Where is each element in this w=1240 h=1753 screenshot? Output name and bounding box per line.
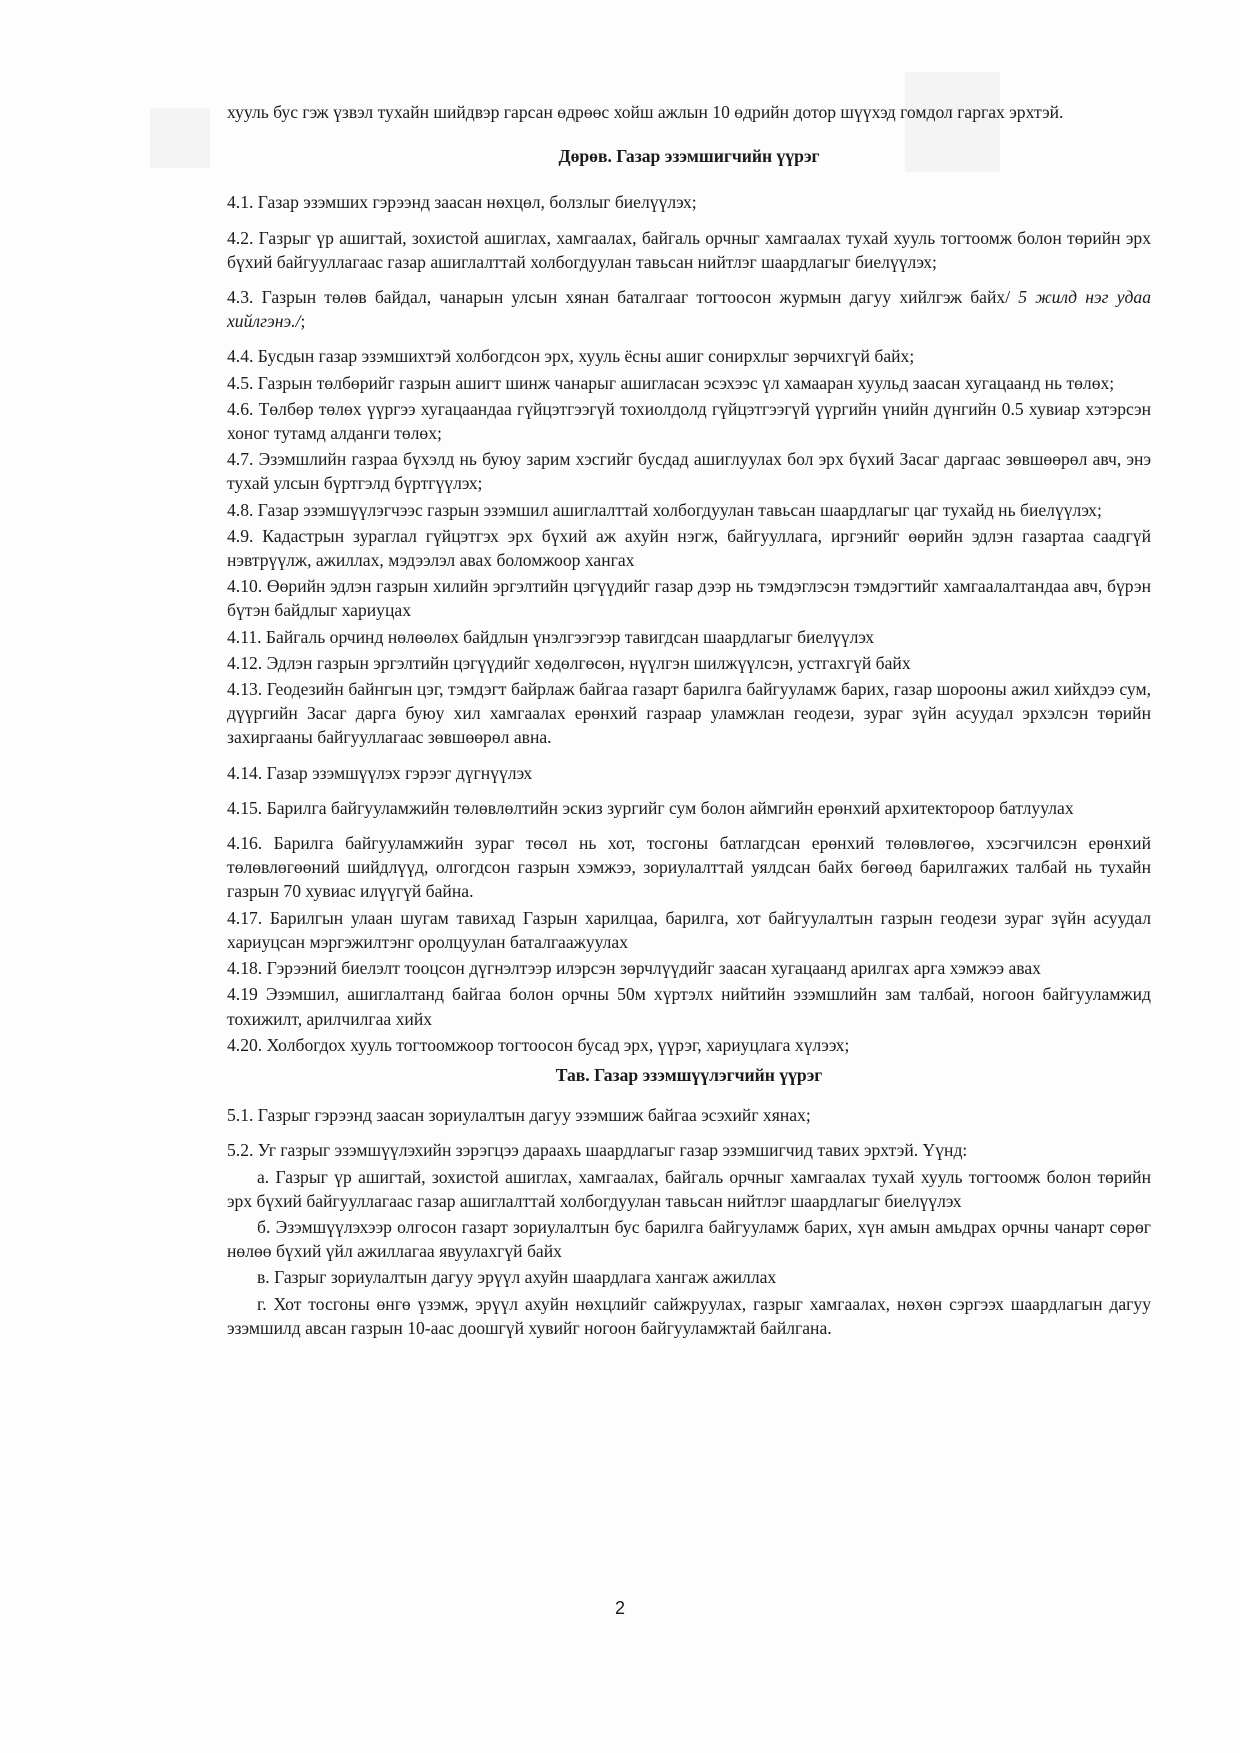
clause-4-16: 4.16. Барилга байгууламжийн зураг төсөл нь хот, тосгоны батлагдсан ерөнхий төлөвлөгөө, хэсэгчилсэн ерөнхий төлөвлөгөөний шийдлүүд, олгогдсон газрын хэмжээ, зориулалттай уялдсан байх бөгөөд барилгажих талбай нь тухайн газрын 70 хувиас илүүгүй байна. <box>227 833 1151 902</box>
clause-4-18: 4.18. Гэрээний биелэлт тооцсон дүгнэлтээр илэрсэн зөрчлүүдийг заасан хугацаанд арилгах арга хэмжээ авах <box>227 958 1041 979</box>
clause-5-2: 5.2. Уг газрыг эзэмшүүлэхийн зэрэгцээ дараахь шаардлагыг газар эзэмшигчид тавих эрхтэй. Үүнд: <box>227 1140 968 1161</box>
clause-4-13: 4.13. Геодезийн байнгын цэг, тэмдэгт байрлаж байгаа газарт барилга байгууламж барих, газар шорооны ажил хийхдээ сум, дүүргийн Засаг дарга буюу хил хамгаалах ерөнхий газраар уламжлан геодези, зураг зүйн асуудал эрхэлсэн төрийн захиргааны байгууллагаас зөвшөөрөл авна. <box>227 679 1151 748</box>
clause-4-2: 4.2. Газрыг үр ашигтай, зохистой ашиглах, хамгаалах, байгаль орчныг хамгаалах тухай хууль тогтоомж болон төрийн эрх бүхий байгууллагаас газар ашиглалттай холбогдуулан тавьсан нийтлэг шаардлагыг биелүүлэх; <box>227 227 1151 272</box>
clause-5-2-v: в. Газрыг зориулалтын дагуу эрүүл ахуйн шаардлага хангаж ажиллах <box>257 1267 777 1288</box>
intro-paragraph: хууль бус гэж үзвэл тухайн шийдвэр гарсан өдрөөс хойш ажлын 10 өдрийн дотор шүүхэд гомдол гаргах эрхтэй. <box>227 102 1064 122</box>
clause-4-15: 4.15. Барилга байгууламжийн төлөвлөлтийн эскиз зургийг сум болон аймгийн ерөнхий архитектороор батлуулах <box>227 797 1074 818</box>
clause-4-3-text: 4.3. Газрын төлөв байдал, чанарын улсын хянан баталгааг тогтоосон журмын дагуу хийлгэж байх/ <box>227 287 1011 308</box>
clause-4-11: 4.11. Байгаль орчинд нөлөөлөх байдлын үнэлгээгээр тавигдсан шаардлагыг биелүүлэх <box>227 626 875 647</box>
clause-5-2-a: а. Газрыг үр ашигтай, зохистой ашиглах, хамгаалах, байгаль орчныг хамгаалах тухай хууль тогтоомж болон төрийн эрх бүхий байгууллагаас газар ашиглалттай холбогдуулан тавьсан нийтлэг шаардлагыг биелүүлэх <box>227 1166 1151 1211</box>
clause-4-4: 4.4. Бусдын газар эзэмшихтэй холбогдсон эрх, хууль ёсны ашиг сонирхлыг зөрчихгүй байх; <box>227 346 915 367</box>
clause-4-20: 4.20. Холбогдох хууль тогтоомжоор тогтоосон бусад эрх, үүрэг, хариуцлага хүлээх; <box>227 1034 850 1055</box>
clause-5-2-b: б. Эзэмшүүлэхээр олгосон газарт зориулалтын бус барилга байгууламж барих, хүн амын амьдрах орчны чанарт сөрөг нөлөө бүхий үйл ажиллагаа явуулахгүй байх <box>227 1216 1151 1262</box>
clause-4-17: 4.17. Барилгын улаан шугам тавихад Газрын харилцаа, барилга, хот байгуулалтын газрын геодези зураг зүйн асуудал хариуцсан мэргэжилтэнг оролцуулан баталгаажуулах <box>227 907 1151 952</box>
clause-4-1: 4.1. Газар эзэмших гэрээнд заасан нөхцөл, болзлыг биелүүлэх; <box>227 192 697 213</box>
clause-4-7: 4.7. Эзэмшлийн газраа бүхэлд нь буюу зарим хэсгийг бусдад ашиглуулах бол эрх бүхий Засаг даргаас зөвшөөрөл авч, энэ тухай улсын бүртгэлд бүртгүүлэх; <box>227 449 1151 494</box>
page-number: 2 <box>614 1598 625 1618</box>
clause-4-9: 4.9. Кадастрын зураглал гүйцэтгэх эрх бүхий аж ахуйн нэгж, байгууллага, иргэнийг өөрийн эдлэн газартаа саадгүй нэвтрүүлж, ажиллах, мэдээлэл авах боломжоор хангах <box>227 525 1151 571</box>
clause-4-14: 4.14. Газар эзэмшүүлэх гэрээг дүгнүүлэх <box>227 762 533 783</box>
bleed-through-mark <box>150 108 210 168</box>
clause-5-1: 5.1. Газрыг гэрээнд заасан зориулалтын дагуу эзэмшиж байгаа эсэхийг хянах; <box>227 1105 811 1126</box>
clause-4-3-note: 5 жилд нэг удаа хийлгэнэ./ <box>227 287 1151 332</box>
clause-4-12: 4.12. Эдлэн газрын эргэлтийн цэгүүдийг хөдөлгөсөн, нүүлгэн шилжүүлсэн, устгахгүй байх <box>227 652 911 673</box>
clause-4-19: 4.19 Эзэмшил, ашиглалтанд байгаа болон орчны 50м хүртэлх нийтийн эзэмшлийн зам талбай, ногоон байгууламжид тохижилт, арилчилгаа хийх <box>227 984 1151 1029</box>
clause-4-3 <box>227 285 1151 333</box>
clause-4-3-end: ; <box>300 311 306 332</box>
clause-4-8: 4.8. Газар эзэмшүүлэгчээс газрын эзэмшил ашиглалттай холбогдуулан тавьсан шаардлагыг цаг тухайд нь биелүүлэх; <box>227 499 1102 520</box>
section-5-title: Тав. Газар эзэмшүүлэгчийн үүрэг <box>555 1064 823 1085</box>
clause-4-10: 4.10. Өөрийн эдлэн газрын хилийн эргэлтийн цэгүүдийг газар дээр нь тэмдэглэсэн тэмдэгтийг хамгаалалтандаа авч, бүрэн бүтэн байдлыг хариуцах <box>227 576 1151 621</box>
section-4-title: Дөрөв. Газар эзэмшигчийн үүрэг <box>558 146 820 167</box>
clause-4-6: 4.6. Төлбөр төлөх үүргээ хугацаандаа гүйцэтгээгүй тохиолдолд гүйцэтгээгүй үүргийн үнийн дүнгийн 0.5 хувиар хэтэрсэн хоног тутамд алданги төлөх; <box>227 398 1151 444</box>
clause-5-2-g: г. Хот тосгоны өнгө үзэмж, эрүүл ахуйн нөхцлийг сайжруулах, газрыг хамгаалах, нөхөн сэргээх шаардлагын дагуу эзэмшилд авсан газрын 10-аас доошгүй хувийг ногоон байгууламжтай байлгана. <box>227 1293 1151 1338</box>
clause-4-5: 4.5. Газрын төлбөрийг газрын ашигт шинж чанарыг ашигласан эсэхээс үл хамааран хуульд заасан хугацаанд нь төлөх; <box>227 372 1115 393</box>
document-body <box>227 100 1151 1342</box>
